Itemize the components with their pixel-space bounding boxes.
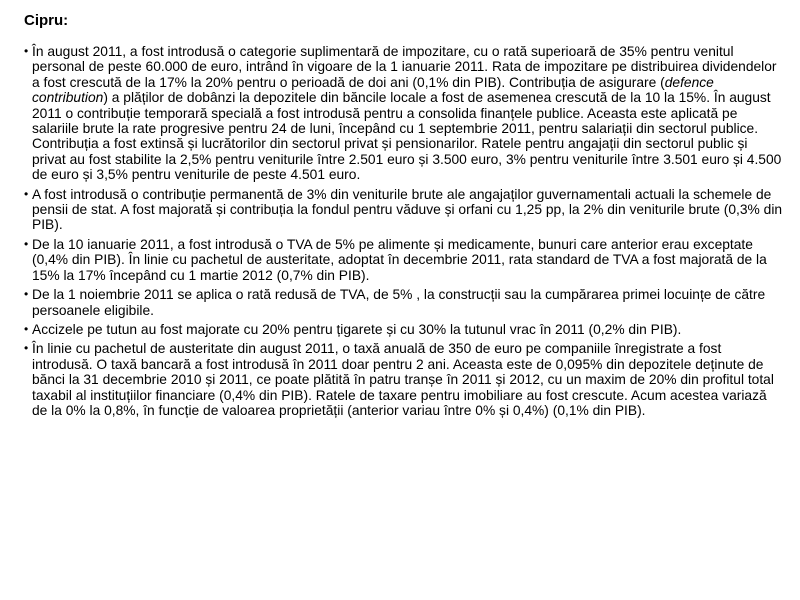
slide-title: Cipru: <box>24 12 69 29</box>
bullet-dot-icon: • <box>24 287 29 302</box>
bullet-text: În august 2011, a fost introdusă o categorie suplimentară de impozitare, cu o rată superioară de 35% pentru venitul personal de peste 60.000 de euro, intrând în vigoare de la 1 ianuarie 2011. Rata de impozitare pe distribuirea dividendelor a fost crescută de la 17% la 20% pentru o perioadă de doi ani (0,1% din PIB). Contribuția de asigurare ( <box>32 44 777 90</box>
bullet-item-income-tax <box>24 44 784 183</box>
bullet-dot-icon: • <box>24 44 29 58</box>
bullet-text-italic: defence contribution <box>32 74 714 106</box>
bullet-dot-icon: • <box>24 321 29 336</box>
bullet-text: ) a plăților de dobânzi la depozitele din băncile locale a fost de asemenea crescută de la 10 la 15%. În august 2011 o contribuție temporară specială a fost introdusă pentru a consolida finanțele publice. Aceasta este aplicată pe salariile brute la rate progresive pentru 24 de luni, începând cu 1 septembrie 2011, pentru salariații din sectorul publice. Contribuția a fost extinsă și lucrătorilor din sectorul privat și pensionarilor. Ratele pentru angajații din sectorul public și privat au fost stabilite la 2,5% pentru veniturile între 2.501 euro și 3.500 euro, 3% pentru veniturile între 3.501 euro și 4.500 de euro și 3,5% pentru veniturile de peste 4.501 euro. <box>32 90 782 183</box>
bullet-text: În linie cu pachetul de austeritate din august 2011, o taxă anuală de 350 de euro pe companiile înregistrate a fost introdusă. O taxă bancară a fost introdusă în 2011 doar pentru 2 ani. Aceasta este de 0,095% din depozitele deținute de bănci la 31 decembrie 2010 și 2011, ce poate plătită în patru tranșe în 2011 și 2012, cu un maxim de 20% din profitul total taxabil al instituțiilor financiare (0,4% din PIB). Ratele de taxare pentru imobiliare au fost crescute. Acum acestea variază de la 0% la 0,8%, în funcție de valoarea proprietății (anterior variau între 0% și 0,4%) (0,1% din PIB). <box>32 341 774 418</box>
bullet-item-vat-increase <box>24 237 784 283</box>
bullet-item-reduced-vat <box>24 287 784 318</box>
bullet-item-company-bank-tax <box>24 341 784 418</box>
bullet-text: Accizele pe tutun au fost majorate cu 20% pentru țigarete și cu 30% la tutunul vrac în 2011 (0,2% din PIB). <box>32 321 682 337</box>
bullet-item-tobacco-excise <box>24 322 784 337</box>
bullet-list <box>24 44 784 418</box>
bullet-text: De la 10 ianuarie 2011, a fost introdusă o TVA de 5% pe alimente și medicamente, bunuri care anterior erau exceptate (0,4% din PIB). În linie cu pachetul de austeritate, adoptat în decembrie 2011, rata standard de TVA a fost majorată de la 15% la 17% începând cu 1 martie 2012 (0,7% din PIB). <box>32 236 767 283</box>
bullet-dot-icon: • <box>24 341 29 356</box>
bullet-dot-icon: • <box>24 186 29 201</box>
bullet-text: De la 1 noiembrie 2011 se aplica o rată redusă de TVA, de 5% , la construcții sau la cumpărarea primei locuințe de către persoanele eligibile. <box>32 287 766 318</box>
bullet-item-pension-contribution <box>24 187 784 233</box>
bullet-text: A fost introdusă o contribuție permanentă de 3% din veniturile brute ale angajaților guvernamentali actuali la schemele de pensii de stat. A fost majorată și contribuția la fondul pentru văduve și orfani cu 1,25 pp, la 2% din veniturile brute (0,3% din PIB). <box>32 186 783 233</box>
bullet-dot-icon: • <box>24 236 29 251</box>
